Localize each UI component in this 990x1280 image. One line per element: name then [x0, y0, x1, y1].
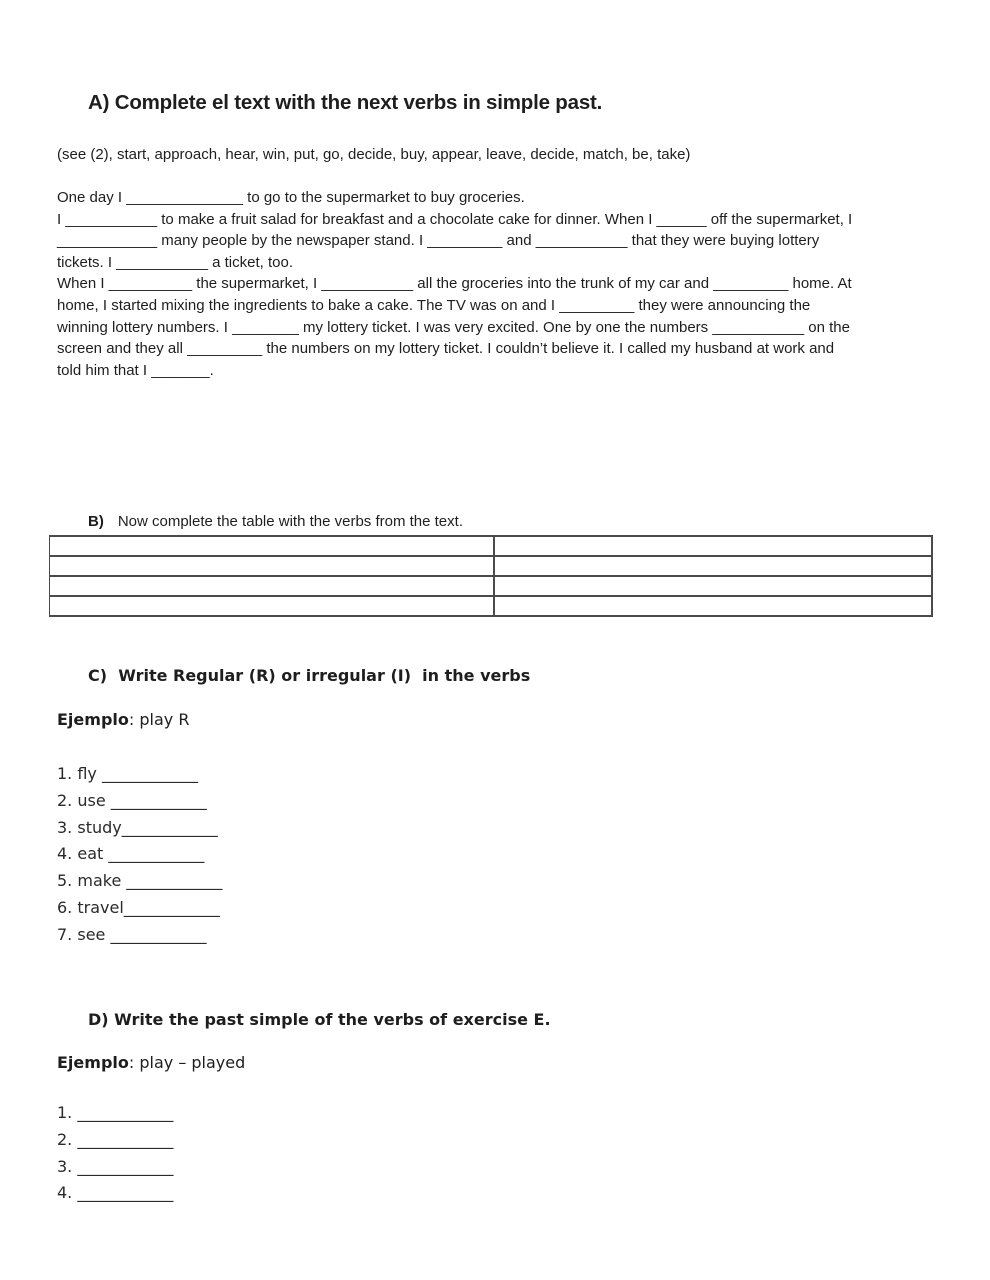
story-line: One day I ______________ to go to the supermarket to buy groceries.: [57, 189, 525, 206]
story-line: I ___________ to make a fruit salad for breakfast and a chocolate cake for dinner. When I ______ off the supermarket, I: [57, 210, 853, 228]
past-simple-item: 4. ____________: [57, 1183, 174, 1203]
exercise-d-list: [57, 1100, 173, 1207]
verb-item: 2. use ____________: [57, 790, 207, 810]
verb-item: 7. see ____________: [57, 924, 207, 944]
exercise-c-example: [57, 710, 189, 729]
story-line: winning lottery numbers. I ________ my lottery ticket. I was very excited. One by one the numbers ___________ on the: [57, 318, 850, 336]
table-cell: [50, 576, 495, 596]
exercise-b-instruction: Now complete the table with the verbs from the text.: [117, 513, 463, 530]
story-line: When I __________ the supermarket, I ___________ all the groceries into the trunk of my car and _________ home. At: [57, 275, 852, 293]
exercise-b-label: B): [88, 513, 104, 530]
table-row: [50, 576, 933, 596]
exercise-d-example: [57, 1053, 245, 1072]
past-simple-item: 2. ____________: [57, 1129, 174, 1149]
table-cell: [494, 596, 932, 616]
verbs-table: [49, 535, 933, 617]
example-text: : play – played: [128, 1053, 246, 1072]
example-label: Ejemplo: [57, 710, 129, 729]
verb-item: 4. eat ____________: [57, 844, 205, 864]
table-cell: [494, 556, 932, 576]
verb-item: 1. fly ____________: [57, 764, 198, 783]
exercise-b-instruction-line: [88, 513, 463, 530]
story-line: home, I started mixing the ingredients to bake a cake. The TV was on and I _________ they were announcing the: [57, 296, 811, 314]
table-row: [50, 536, 933, 556]
table-cell: [50, 536, 495, 556]
exercise-a-title: A) Complete el text with the next verbs in simple past.: [88, 91, 603, 114]
past-simple-item: 1. ____________: [57, 1103, 174, 1122]
table-cell: [494, 576, 932, 596]
table-cell: [50, 596, 495, 616]
example-text: : play R: [128, 710, 190, 729]
story-line: told him that I _______.: [57, 361, 214, 379]
table-cell: [50, 556, 495, 576]
verb-bank: (see (2), start, approach, hear, win, put, go, decide, buy, appear, leave, decide, match, be, take): [57, 146, 691, 163]
story-line: screen and they all _________ the numbers on my lottery ticket. I couldn’t believe it. I called my husband at work and: [57, 340, 835, 358]
table-row: [50, 556, 933, 576]
verb-item: 6. travel____________: [57, 897, 220, 917]
past-simple-item: 3. ____________: [57, 1156, 174, 1176]
story-text: [57, 187, 852, 381]
exercise-c-title: C) Write Regular (R) or irregular (I) in the verbs: [88, 666, 531, 685]
story-line: tickets. I ___________ a ticket, too.: [57, 253, 293, 271]
exercise-c-list: [57, 761, 222, 949]
exercise-d-title: D) Write the past simple of the verbs of exercise E.: [88, 1010, 551, 1029]
example-label: Ejemplo: [57, 1053, 129, 1072]
table-row: [50, 596, 933, 616]
table-cell: [494, 536, 932, 556]
story-line: ____________ many people by the newspaper stand. I _________ and ___________ that they were buying lottery: [57, 232, 820, 250]
verb-item: 3. study____________: [57, 817, 218, 837]
verb-item: 5. make ____________: [57, 871, 223, 891]
